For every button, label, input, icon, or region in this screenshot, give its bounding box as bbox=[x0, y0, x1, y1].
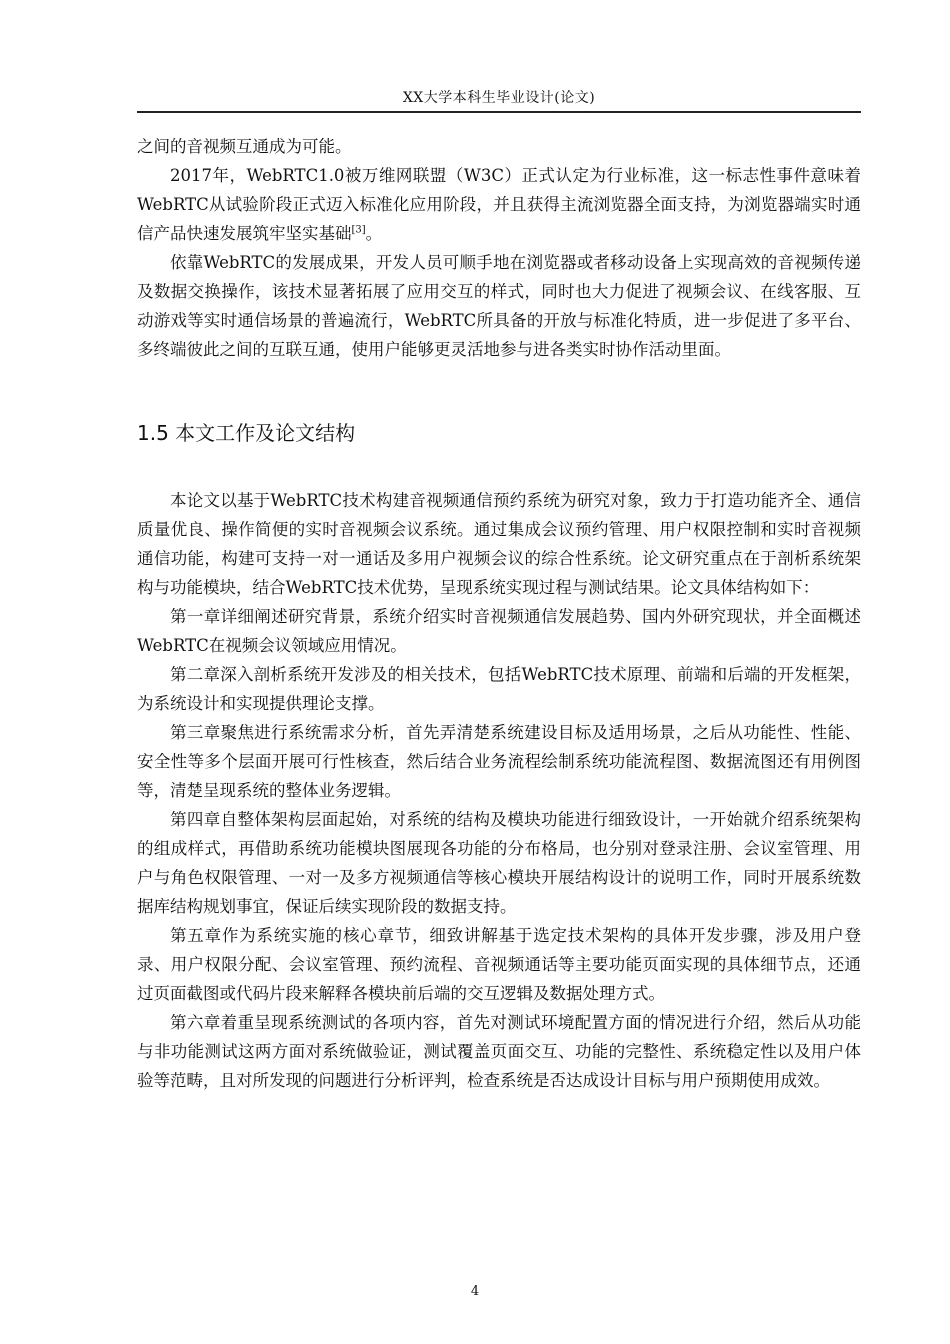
paragraph-w3c-standard bbox=[137, 161, 861, 248]
paragraph-chapter-5: 第五章作为系统实施的核心章节，细致讲解基于选定技术架构的具体开发步骤，涉及用户登录、用户权限分配、会议室管理、预约流程、音视频通话等主要功能页面实现的具体细节点，还通过页面截图或代码片段来解释各模块前后端的交互逻辑及数据处理方式。 bbox=[137, 926, 861, 1003]
header-rule bbox=[137, 111, 861, 113]
paragraph-chapter-2: 第二章深入剖析系统开发涉及的相关技术，包括WebRTC技术原理、前端和后端的开发框架，为系统设计和实现提供理论支撑。 bbox=[137, 665, 861, 713]
page-number: 4 bbox=[470, 1284, 480, 1299]
continuation-paragraph: 之间的音视频互通成为可能。 bbox=[137, 137, 352, 156]
intro-text bbox=[137, 132, 861, 364]
paragraph-text: 2017年，WebRTC1.0被万维网联盟（W3C）正式认定为行业标准，这一标志性事件意味着WebRTC从试验阶段正式迈入标准化应用阶段，并且获得主流浏览器全面支持，为浏览器端实时通信产品快速发展筑牢坚实基础 bbox=[137, 166, 861, 243]
paragraph-chapter-1: 第一章详细阐述研究背景，系统介绍实时音视频通信发展趋势、国内外研究现状，并全面概述WebRTC在视频会议领域应用情况。 bbox=[137, 607, 861, 655]
paragraph-chapter-4: 第四章自整体架构层面起始，对系统的结构及模块功能进行细致设计，一开始就介绍系统架构的组成样式，再借助系统功能模块图展现各功能的分布格局，也分别对登录注册、会议室管理、用户与角色权限管理、一对一及多方视频通信等核心模块开展结构设计的说明工作，同时开展系统数据库结构规划事宜，保证后续实现阶段的数据支持。 bbox=[137, 810, 861, 916]
running-header: XX大学本科生毕业设计(论文) bbox=[402, 90, 596, 106]
paragraph-chapter-6: 第六章着重呈现系统测试的各项内容，首先对测试环境配置方面的情况进行介绍，然后从功能与非功能测试这两方面对系统做验证，测试覆盖页面交互、功能的完整性、系统稳定性以及用户体验等范畴，且对所发现的问题进行分析评判，检查系统是否达成设计目标与用户预期使用成效。 bbox=[137, 1013, 861, 1090]
section-heading: 1.5 本文工作及论文结构 bbox=[137, 421, 356, 445]
paragraph-overview: 本论文以基于WebRTC技术构建音视频通信预约系统为研究对象，致力于打造功能齐全、通信质量优良、操作简便的实时音视频会议系统。通过集成会议预约管理、用户权限控制和实时音视频通信功能，构建可支持一对一通话及多用户视频会议的综合性系统。论文研究重点在于剖析系统架构与功能模块，结合WebRTC技术优势，呈现系统实现过程与测试结果。论文具体结构如下： bbox=[137, 491, 861, 597]
section-body bbox=[137, 486, 861, 1095]
paragraph-webrtc-results: 依靠WebRTC的发展成果，开发人员可顺手地在浏览器或者移动设备上实现高效的音视频传递及数据交换操作，该技术显著拓展了应用交互的样式，同时也大力促进了视频会议、在线客服、互动游戏等实时通信场景的普遍流行，WebRTC所具备的开放与标准化特质，进一步促进了多平台、多终端彼此之间的互联互通，使用户能够更灵活地参与进各类实时协作活动里面。 bbox=[137, 253, 861, 359]
citation-ref: [3] bbox=[351, 224, 366, 236]
paragraph-chapter-3: 第三章聚焦进行系统需求分析，首先弄清楚系统建设目标及适用场景，之后从功能性、性能、安全性等多个层面开展可行性核查，然后结合业务流程绘制系统功能流程图、数据流图还有用例图等，清楚呈现系统的整体业务逻辑。 bbox=[137, 723, 861, 800]
paragraph-end: 。 bbox=[365, 224, 383, 243]
